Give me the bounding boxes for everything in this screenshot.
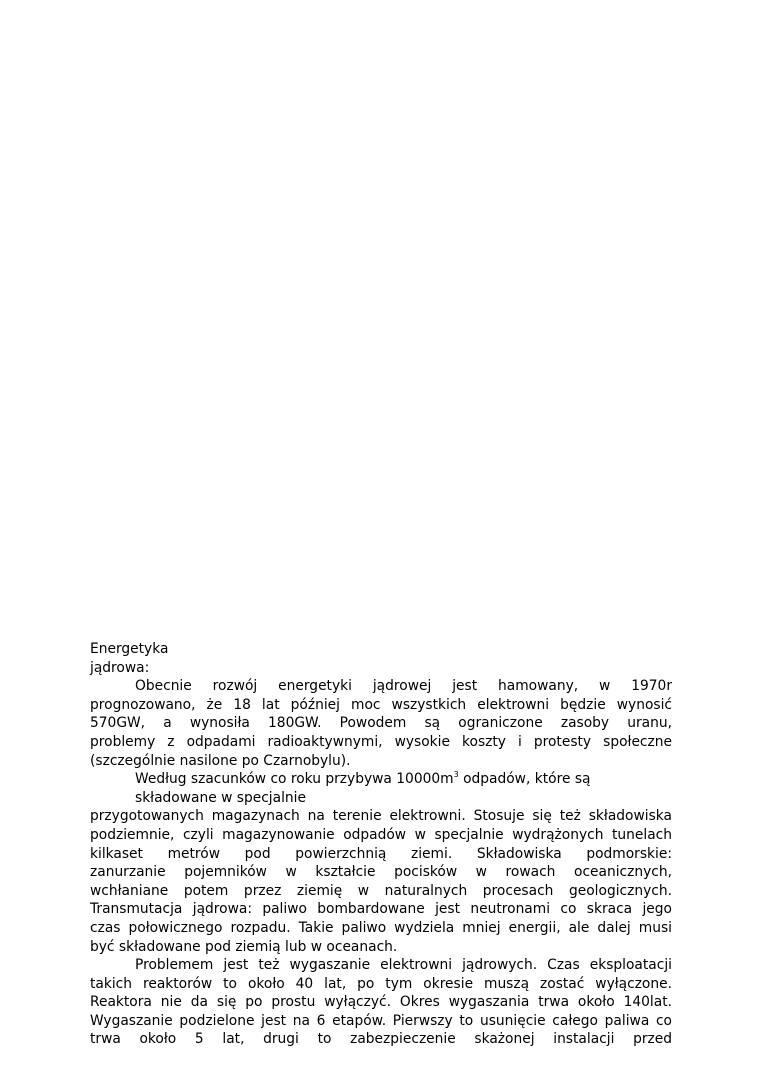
paragraph-line: prognozowano, że 18 lat później moc wszystkich elektrowni będzie wynosić [90,696,672,713]
paragraph-line: problemy z odpadami radioaktywnymi, wysokie koszty i protesty społeczne [90,733,672,750]
document-body [90,640,672,1049]
paragraph-line: przygotowanych magazynach na terenie elektrowni. Stosuje się też składowiska [90,808,672,825]
waste-amount-tail: odpadów, które są [458,771,591,788]
waste-amount-text: Według szacunków co roku przybywa 10000m [135,771,454,788]
paragraph-nuclear-development [90,677,672,770]
paragraph-line [90,770,672,789]
paragraph-line: składowane w specjalnie [135,789,306,806]
paragraph-line: (szczególnie nasilone po Czarnobylu). [90,752,351,769]
heading-line-1: Energetyka [90,641,169,657]
paragraph-line: kilkaset metrów pod powierzchnią ziemi. Składowiska podmorskie: [90,845,672,862]
paragraph-line: podziemnie, czyli magazynowanie odpadów w specjalnie wydrążonych tunelach [90,826,672,843]
paragraph-line: być składowane pod ziemią lub w oceanach. [90,938,398,955]
cubic-superscript: 3 [453,770,459,780]
heading-line-2: jądrowa: [90,659,150,676]
paragraph-waste-storage [90,770,672,956]
paragraph-line: Reaktora nie da się po prostu wyłączyć. Okres wygaszania trwa około 140lat. [90,994,672,1011]
paragraph-decommissioning [90,956,672,1049]
paragraph-line: Transmutacja jądrowa: paliwo bombardowane jest neutronami co skraca jego [90,901,672,918]
paragraph-line: Obecnie rozwój energetyki jądrowej jest hamowany, w 1970r [135,678,672,695]
paragraph-line: zanurzanie pojemników w kształcie pocisków w rowach oceanicznych, [90,864,672,881]
paragraph-line: takich reaktorów to około 40 lat, po tym okresie muszą zostać wyłączone. [90,975,672,992]
paragraph-line: 570GW, a wynosiła 180GW. Powodem są ograniczone zasoby uranu, [90,715,672,732]
paragraph-line: Problemem jest też wygaszanie elektrowni jądrowych. Czas eksploatacji [135,957,672,974]
paragraph-line: czas połowicznego rozpadu. Takie paliwo wydziela mniej energii, ale dalej musi [90,919,672,936]
paragraph-line: wchłaniane potem przez ziemię w naturalnych procesach geologicznych. [90,882,672,899]
paragraph-line: Wygaszanie podzielone jest na 6 etapów. Pierwszy to usunięcie całego paliwa co [90,1012,672,1029]
paragraph-line: trwa około 5 lat, drugi to zabezpieczenie skażonej instalacji przed [90,1031,672,1048]
